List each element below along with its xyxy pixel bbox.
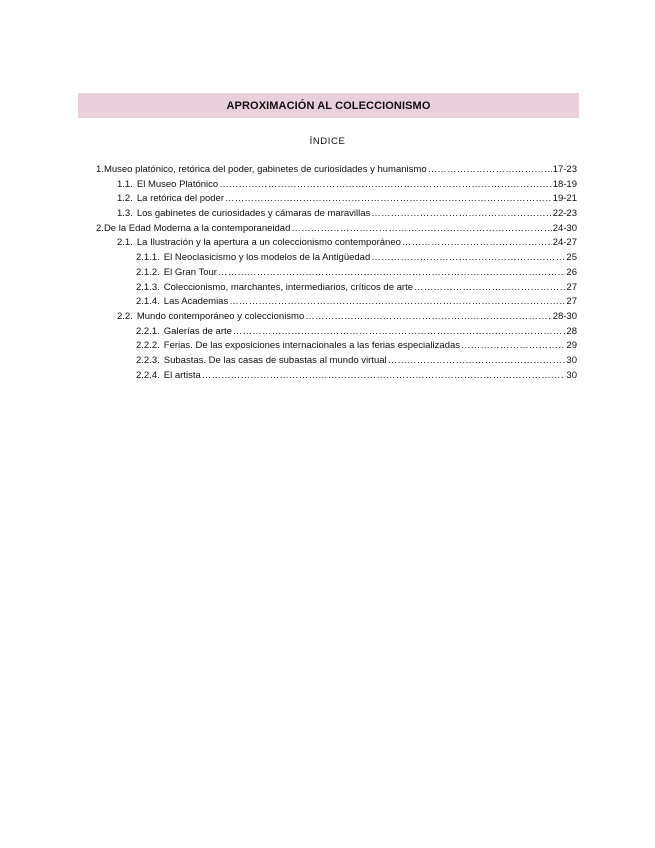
- dot-leader: [229, 295, 565, 310]
- toc-entry: [96, 281, 577, 296]
- dot-leader: [371, 251, 565, 266]
- title-banner: [78, 93, 579, 118]
- toc-entry-pages: 30: [566, 354, 577, 366]
- toc-entry-number: 1.: [96, 164, 104, 175]
- toc-entry-pages: 28-30: [552, 310, 577, 322]
- toc-entry: [96, 207, 577, 222]
- toc-entry-pages: 25: [566, 252, 577, 264]
- toc-entry-title: El Gran Tour: [163, 266, 217, 278]
- toc-entry: [96, 251, 577, 266]
- toc-entry-number: 2.2.4.: [136, 369, 160, 381]
- dot-leader: [461, 339, 565, 354]
- toc-entry: [96, 178, 577, 193]
- toc-entry-title: Coleccionismo, marchantes, intermediarios, críticos de arte: [163, 281, 413, 293]
- toc-entry-pages: 30: [566, 369, 577, 381]
- toc-entry-pages: 24-30: [552, 222, 577, 234]
- toc-entry-title: El Neoclasicismo y los modelos de la Antigüedad: [163, 252, 371, 264]
- dot-leader: [414, 281, 565, 296]
- toc-entry-title: Galerías de arte: [163, 325, 232, 337]
- toc-entry-pages: 24-27: [552, 237, 577, 249]
- toc-entry-title: Mundo contemporáneo y coleccionismo: [136, 310, 305, 322]
- toc-entry-number: 2.1.2.: [136, 266, 160, 278]
- toc-entry-title: Subastas. De las casas de subastas al mundo virtual: [163, 354, 387, 366]
- toc-entry-number: 2.2.3.: [136, 354, 160, 366]
- dot-leader: [218, 266, 565, 281]
- toc-entry-number: 1.2.: [117, 193, 133, 205]
- toc-entry-number: 2.1.4.: [136, 296, 160, 308]
- toc-entry-title: La retórica del poder: [136, 193, 224, 205]
- toc-entry: [96, 236, 577, 251]
- toc-entry-title: La Ilustración y la apertura a un coleccionismo contemporáneo: [136, 237, 401, 249]
- toc-entry-title: Ferias. De las exposiciones internacionales a las ferias especializadas: [163, 340, 461, 352]
- toc-entry-number: 2.1.3.: [136, 281, 160, 293]
- toc-entry-number: 2.1.: [117, 237, 133, 249]
- toc-entry-title: Los gabinetes de curiosidades y cámaras de maravillas: [136, 208, 371, 220]
- dot-leader: [225, 192, 552, 207]
- toc-entry-pages: 27: [566, 296, 577, 308]
- dot-leader: [371, 207, 551, 222]
- table-of-contents: [96, 163, 577, 383]
- toc-entry: [96, 369, 577, 384]
- dot-leader: [291, 222, 551, 237]
- toc-entry-number: 1.3.: [117, 208, 133, 220]
- toc-entry-pages: 26: [566, 266, 577, 278]
- toc-entry-title: El artista: [163, 369, 201, 381]
- toc-entry: [96, 354, 577, 369]
- toc-entry: [96, 266, 577, 281]
- toc-entry-number: 2.2.2.: [136, 340, 160, 352]
- toc-entry-number: 1.1.: [117, 178, 133, 190]
- dot-leader: [388, 354, 566, 369]
- toc-entry-number: 2.2.: [117, 310, 133, 322]
- toc-entry-pages: 28: [566, 325, 577, 337]
- dot-leader: [219, 178, 552, 193]
- document-title: APROXIMACIÓN AL COLECCIONISMO: [226, 99, 431, 112]
- toc-entry: [96, 295, 577, 310]
- toc-entry: [96, 339, 577, 354]
- toc-entry-title: Museo platónico, retórica del poder, gabinetes de curiosidades y humanismo: [103, 164, 427, 175]
- toc-entry-number: 2.1.1.: [136, 252, 160, 264]
- toc-entry-pages: 27: [566, 281, 577, 293]
- toc-entry: [96, 310, 577, 325]
- dot-leader: [402, 236, 552, 251]
- toc-entry: [96, 222, 577, 237]
- toc-entry-pages: 17-23: [552, 164, 577, 175]
- index-heading: ÍNDICE: [309, 136, 346, 147]
- dot-leader: [305, 310, 551, 325]
- dot-leader: [202, 369, 566, 384]
- toc-entry-title: Las Academias: [163, 296, 229, 308]
- toc-entry: [96, 192, 577, 207]
- toc-entry-pages: 22-23: [552, 208, 577, 220]
- toc-entry-pages: 29: [566, 340, 577, 352]
- toc-entry-number: 2.: [96, 222, 104, 234]
- toc-entry: [96, 325, 577, 340]
- toc-entry-pages: 18-19: [552, 178, 577, 190]
- dot-leader: [428, 163, 552, 178]
- toc-entry-number: 2.2.1.: [136, 325, 160, 337]
- toc-entry-title: El Museo Platónico: [136, 178, 219, 190]
- toc-entry-pages: 19-21: [552, 193, 577, 205]
- dot-leader: [233, 325, 566, 340]
- toc-entry-title: De la Edad Moderna a la contemporaneidad: [103, 222, 291, 234]
- toc-entry: [96, 163, 577, 178]
